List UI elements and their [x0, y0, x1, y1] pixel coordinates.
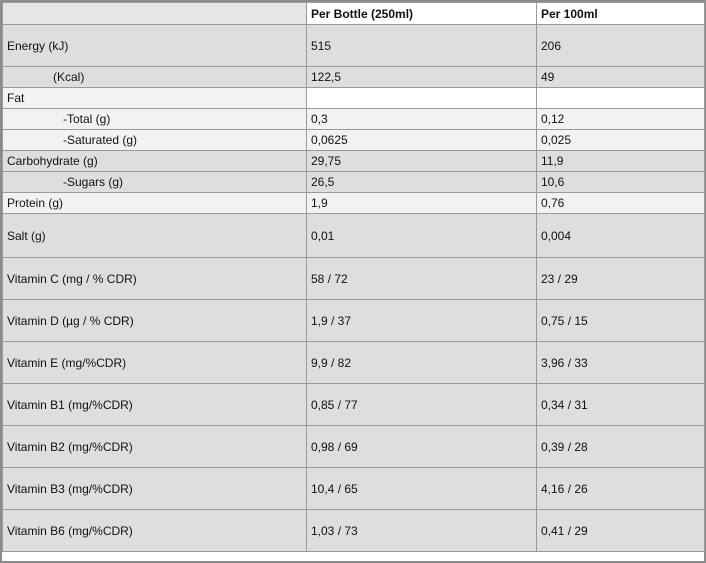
- table-row-fat-saturated: [3, 130, 705, 151]
- vitamin-100: 3,96 / 33: [537, 342, 705, 384]
- table-header-row: [3, 3, 705, 25]
- fat-sat-bottle: 0,0625: [307, 130, 537, 151]
- salt-100: 0,004: [537, 214, 705, 258]
- vitamin-100: 4,16 / 26: [537, 468, 705, 510]
- fat-label: Fat: [3, 88, 307, 109]
- nutrition-table: [2, 2, 705, 552]
- table-row-vitamin-c: [3, 258, 705, 300]
- vitamin-bottle: 1,03 / 73: [307, 510, 537, 552]
- salt-label: Salt (g): [3, 214, 307, 258]
- vitamin-100: 0,75 / 15: [537, 300, 705, 342]
- header-per-bottle: Per Bottle (250ml): [307, 3, 537, 25]
- energy-kj-100: 206: [537, 25, 705, 67]
- vitamin-bottle: 0,98 / 69: [307, 426, 537, 468]
- table-row-vitamin-d: [3, 300, 705, 342]
- table-row-energy-kcal: [3, 67, 705, 88]
- vitamin-100: 0,34 / 31: [537, 384, 705, 426]
- table-row-vitamin-b6: [3, 510, 705, 552]
- vitamin-label: Vitamin B1 (mg/%CDR): [3, 384, 307, 426]
- sugars-bottle: 26,5: [307, 172, 537, 193]
- vitamin-label: Vitamin D (µg / % CDR): [3, 300, 307, 342]
- fat-100-empty: [537, 88, 705, 109]
- sugars-100: 10,6: [537, 172, 705, 193]
- vitamin-label: Vitamin B2 (mg/%CDR): [3, 426, 307, 468]
- table-row-vitamin-b2: [3, 426, 705, 468]
- salt-bottle: 0,01: [307, 214, 537, 258]
- table-row-sugars: [3, 172, 705, 193]
- protein-label: Protein (g): [3, 193, 307, 214]
- fat-sat-100: 0,025: [537, 130, 705, 151]
- vitamin-label: Vitamin B3 (mg/%CDR): [3, 468, 307, 510]
- fat-total-label: -Total (g): [3, 109, 307, 130]
- fat-total-bottle: 0,3: [307, 109, 537, 130]
- energy-kj-label: Energy (kJ): [3, 25, 307, 67]
- energy-kcal-100: 49: [537, 67, 705, 88]
- table-row-fat: [3, 88, 705, 109]
- table-row-fat-total: [3, 109, 705, 130]
- sugars-label: -Sugars (g): [3, 172, 307, 193]
- vitamin-bottle: 58 / 72: [307, 258, 537, 300]
- carb-bottle: 29,75: [307, 151, 537, 172]
- energy-kj-bottle: 515: [307, 25, 537, 67]
- fat-bottle-empty: [307, 88, 537, 109]
- protein-100: 0,76: [537, 193, 705, 214]
- table-row-vitamin-b3: [3, 468, 705, 510]
- table-row-protein: [3, 193, 705, 214]
- table-row-energy-kj: [3, 25, 705, 67]
- vitamin-bottle: 9,9 / 82: [307, 342, 537, 384]
- vitamin-label: Vitamin C (mg / % CDR): [3, 258, 307, 300]
- table-row-salt: [3, 214, 705, 258]
- vitamin-bottle: 10,4 / 65: [307, 468, 537, 510]
- table-row-vitamin-e: [3, 342, 705, 384]
- vitamin-label: Vitamin E (mg/%CDR): [3, 342, 307, 384]
- energy-kcal-label: (Kcal): [3, 67, 307, 88]
- table-row-vitamin-b1: [3, 384, 705, 426]
- fat-sat-label: -Saturated (g): [3, 130, 307, 151]
- header-per-100ml: Per 100ml: [537, 3, 705, 25]
- vitamin-bottle: 0,85 / 77: [307, 384, 537, 426]
- fat-total-100: 0,12: [537, 109, 705, 130]
- vitamin-label: Vitamin B6 (mg/%CDR): [3, 510, 307, 552]
- vitamin-100: 23 / 29: [537, 258, 705, 300]
- table-row-carbohydrate: [3, 151, 705, 172]
- energy-kcal-bottle: 122,5: [307, 67, 537, 88]
- carb-100: 11,9: [537, 151, 705, 172]
- vitamin-100: 0,39 / 28: [537, 426, 705, 468]
- protein-bottle: 1,9: [307, 193, 537, 214]
- vitamin-bottle: 1,9 / 37: [307, 300, 537, 342]
- vitamin-100: 0,41 / 29: [537, 510, 705, 552]
- carb-label: Carbohydrate (g): [3, 151, 307, 172]
- header-empty-cell: [3, 3, 307, 25]
